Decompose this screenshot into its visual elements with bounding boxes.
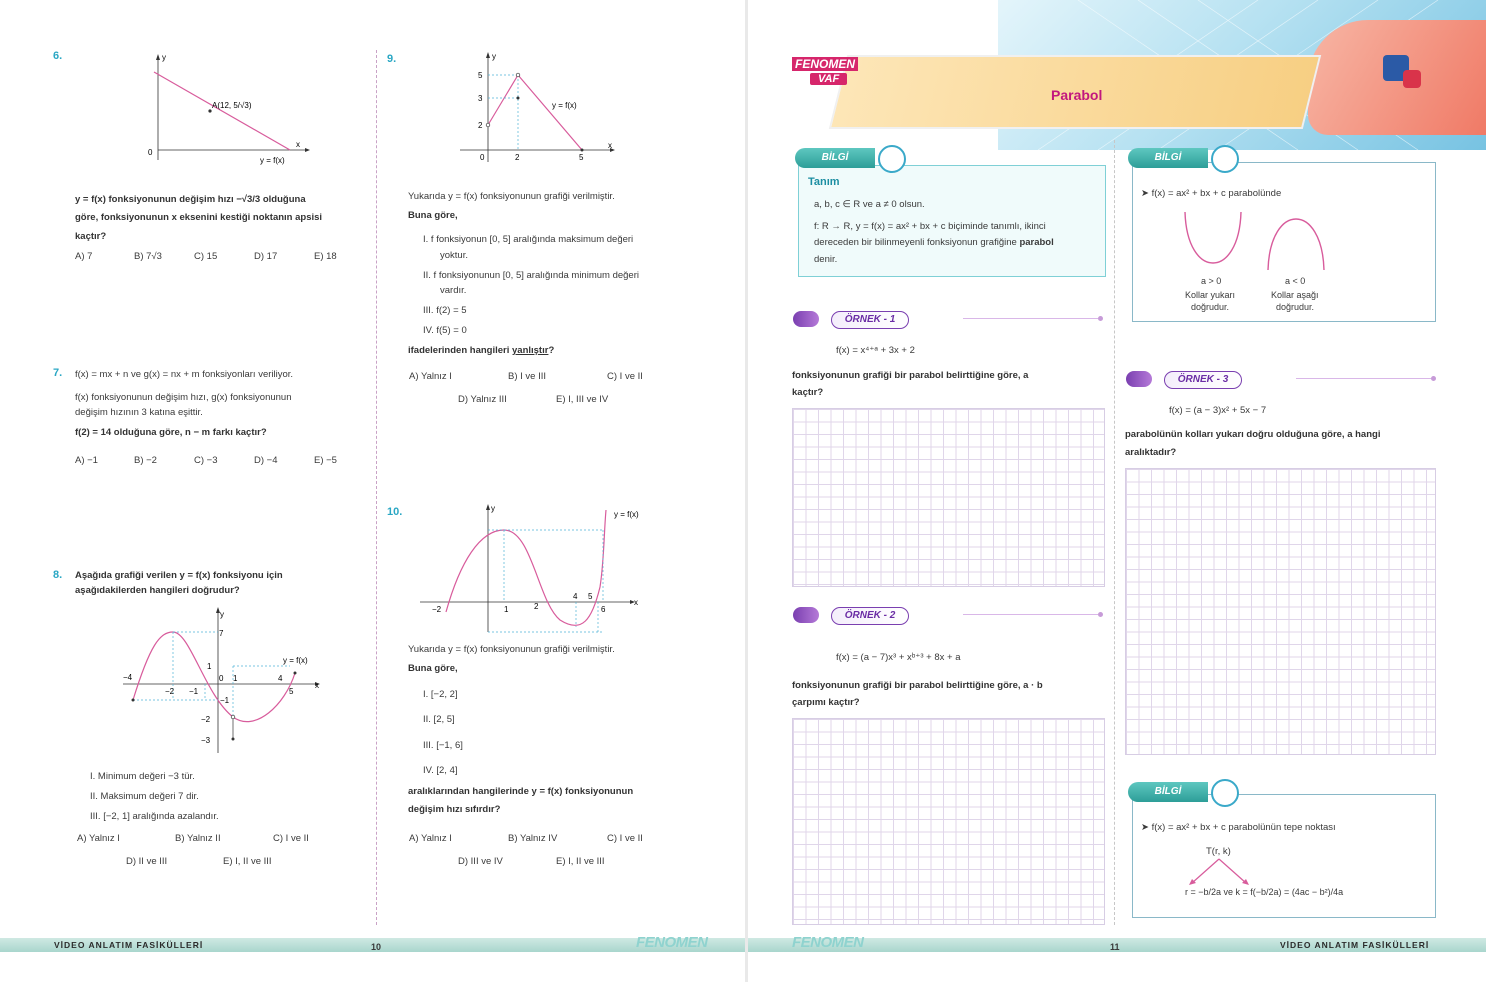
svg-text:5: 5 (289, 687, 294, 696)
right-page-number: 11 (1110, 942, 1120, 952)
parabola-up-icon (1183, 210, 1243, 272)
ornek-3-line (1296, 378, 1431, 379)
left-page-number: 10 (371, 942, 382, 952)
q6-choice-b[interactable]: B) 7√3 (134, 251, 162, 262)
ornek-3-question-1: parabolünün kolları yukarı doğru olduğuna göre, a hangi (1125, 429, 1381, 440)
bilgi3-formula: r = −b/2a ve k = f(−b/2a) = (4ac − b²)/4a (1185, 887, 1344, 897)
parabola-up-text-2: doğrudur. (1191, 302, 1230, 312)
q6-axis-x: x (296, 140, 300, 149)
q8-choice-e[interactable]: E) I, II ve III (223, 856, 272, 867)
svg-text:−3: −3 (201, 736, 211, 745)
q9-curve-label: y = f(x) (552, 101, 577, 110)
svg-text:−2: −2 (432, 605, 442, 614)
parabola-up-condition: a > 0 (1201, 276, 1222, 286)
ornek-1-line (963, 318, 1098, 319)
q9-choice-e[interactable]: E) I, III ve IV (556, 394, 609, 405)
ornek-3-answer-grid[interactable] (1125, 468, 1436, 755)
tanim-line-2: f: R → R, y = f(x) = ax² + bx + c biçiminde tanımlı, ikinci (814, 221, 1046, 232)
tanim-line-3 (814, 235, 1054, 250)
ornek-2-label: ÖRNEK - 2 (831, 607, 909, 625)
svg-text:y: y (220, 610, 224, 619)
question-8-graph (115, 605, 325, 755)
q7-choice-d[interactable]: D) −4 (254, 455, 278, 466)
book-icon (878, 145, 906, 173)
ornek-3-header (1126, 371, 1438, 387)
svg-text:2: 2 (515, 153, 520, 162)
question-8-number: 8. (53, 569, 63, 581)
puzzle-piece-icon (1403, 70, 1421, 88)
q9-statement-2b: vardır. (440, 285, 467, 296)
ornek-1-answer-grid[interactable] (792, 408, 1105, 587)
ornek-1-dot (1098, 316, 1103, 321)
q10-choice-b[interactable]: B) Yalnız IV (508, 833, 558, 844)
parabola-up-text-1: Kollar yukarı (1185, 290, 1236, 300)
tanim-bold-term: parabol (1019, 237, 1054, 248)
ornek-1-header (793, 311, 1105, 327)
ornek-1-question-2: kaçtır? (792, 387, 824, 398)
q10-line-2: Buna göre, (408, 663, 458, 674)
ornek-2-formula: f(x) = (a − 7)x³ + xᵇ⁺³ + 8x + a (836, 652, 961, 663)
bilgi-tab-2: BİLGİ (1128, 148, 1208, 168)
question-10-graph (420, 502, 650, 637)
q8-choice-a[interactable]: A) Yalnız I (77, 833, 120, 844)
q7-line-3: değişim hızının 3 katına eşittir. (75, 407, 203, 418)
q10-question-1: aralıklarından hangilerinde y = f(x) fonksiyonunun (408, 786, 634, 797)
q9-statement-1b: yoktur. (440, 250, 468, 261)
q10-choice-a[interactable]: A) Yalnız I (409, 833, 452, 844)
ornek-2-question-1: fonksiyonunun grafiği bir parabol belirttiğine göre, a · b (792, 680, 1043, 691)
right-footer-label: VİDEO ANLATIM FASİKÜLLERİ (1280, 940, 1430, 950)
ornek-3-formula: f(x) = (a − 3)x² + 5x − 7 (1169, 405, 1267, 416)
svg-text:4: 4 (573, 592, 578, 601)
logo-top-text: FENOMEN (792, 57, 858, 71)
bilgi3-vertex: T(r, k) (1206, 846, 1231, 857)
tanim-heading: Tanım (808, 176, 840, 188)
q9-question (408, 343, 554, 358)
book-icon (1211, 779, 1239, 807)
q9-statement-2: II. f fonksiyonunun [0, 5] aralığında minimum değeri (423, 270, 639, 281)
q7-choice-a[interactable]: A) −1 (75, 455, 98, 466)
q8-choice-d[interactable]: D) II ve III (126, 856, 168, 867)
q9-statement-4: IV. f(5) = 0 (423, 325, 467, 336)
q7-line-4: f(2) = 14 olduğuna göre, n − m farkı kaçtır? (75, 427, 267, 438)
question-10-number: 10. (387, 506, 403, 518)
svg-text:−1: −1 (220, 696, 230, 705)
tanim-line-3-start: dereceden bir bilinmeyenli fonksiyonun grafiğine (814, 237, 1020, 248)
q9-choice-b[interactable]: B) I ve III (508, 371, 547, 382)
q8-statement-3: III. [−2, 1] aralığında azalandır. (90, 811, 219, 822)
svg-text:2: 2 (478, 121, 483, 130)
ornek-3-dot (1431, 376, 1436, 381)
ornek-2-header (793, 607, 1105, 623)
ornek-1-question-1: fonksiyonunun grafiği bir parabol belirttiğine göre, a (792, 370, 1029, 381)
q10-line-1: Yukarıda y = f(x) fonksiyonunun grafiği verilmiştir. (408, 644, 615, 655)
left-brand: FENOMEN (636, 934, 708, 951)
q10-question-2: değişim hızı sıfırdır? (408, 804, 501, 815)
right-page (748, 0, 1486, 982)
q6-text-2: göre, fonksiyonunun x eksenini kestiği noktanın apsisi (75, 212, 323, 223)
tanim-line-4: denir. (814, 254, 838, 265)
q9-question-end: ? (548, 345, 555, 356)
ornek-2-dot (1098, 612, 1103, 617)
q8-line-2: aşağıdakilerden hangileri doğrudur? (75, 585, 240, 596)
svg-text:1: 1 (504, 605, 509, 614)
q8-choice-b[interactable]: B) Yalnız II (175, 833, 221, 844)
column-divider (1114, 140, 1115, 925)
q6-origin: 0 (148, 148, 153, 157)
q10-choice-d[interactable]: D) III ve IV (458, 856, 503, 867)
svg-text:y: y (492, 52, 496, 61)
parabola-down-condition: a < 0 (1285, 276, 1306, 286)
q7-line-1: f(x) = mx + n ve g(x) = nx + m fonksiyonları veriliyor. (75, 369, 294, 380)
svg-text:y: y (491, 504, 495, 513)
bilgi2-line-1: ➤ f(x) = ax² + bx + c parabolünde (1141, 188, 1282, 199)
bilgi3-line-1: ➤ f(x) = ax² + bx + c parabolünün tepe noktası (1141, 822, 1336, 833)
ornek-2-line (963, 614, 1098, 615)
left-footer-label: VİDEO ANLATIM FASİKÜLLERİ (54, 940, 204, 950)
parabola-down-icon (1266, 210, 1326, 272)
q6-axis-y: y (162, 53, 166, 62)
column-divider (376, 50, 377, 925)
q10-statement-1: I. [−2, 2] (423, 689, 458, 700)
question-6-number: 6. (53, 50, 63, 62)
q7-choice-e[interactable]: E) −5 (314, 455, 337, 466)
svg-text:1: 1 (233, 674, 238, 683)
bilgi-tab-3: BİLGİ (1128, 782, 1208, 802)
q9-choice-a[interactable]: A) Yalnız I (409, 371, 452, 382)
svg-text:3: 3 (478, 94, 483, 103)
parabola-down-text-2: doğrudur. (1276, 302, 1315, 312)
vertex-arrows-icon (1184, 857, 1254, 887)
q8-statement-2: II. Maksimum değeri 7 dir. (90, 791, 199, 802)
magnifier-icon (793, 607, 819, 623)
q6-choice-d[interactable]: D) 17 (254, 251, 278, 262)
q6-text-3: kaçtır? (75, 231, 107, 242)
book-icon (1211, 145, 1239, 173)
q9-question-start: ifadelerinden hangileri (408, 345, 512, 356)
ornek-1-formula: f(x) = x⁴⁺ᵃ + 3x + 2 (836, 345, 915, 356)
tanim-line-1: a, b, c ∈ R ve a ≠ 0 olsun. (814, 199, 925, 210)
parabola-down-text-1: Kollar aşağı (1271, 290, 1319, 300)
q10-curve-label: y = f(x) (614, 510, 639, 519)
svg-text:x: x (315, 681, 319, 690)
q6-choice-c[interactable]: C) 15 (194, 251, 218, 262)
question-9-graph (460, 50, 630, 165)
q8-curve-label: y = f(x) (283, 656, 308, 665)
q7-line-2: f(x) fonksiyonunun değişim hızı, g(x) fonksiyonunun (75, 392, 292, 403)
q6-curve-label: y = f(x) (260, 156, 285, 165)
svg-text:0: 0 (219, 674, 224, 683)
magnifier-icon (1126, 371, 1152, 387)
bilgi-tab-1: BİLGİ (795, 148, 875, 168)
page-title: Parabol (1051, 87, 1103, 103)
svg-text:6: 6 (601, 605, 606, 614)
right-brand: FENOMEN (792, 934, 864, 951)
svg-text:−2: −2 (201, 715, 211, 724)
q10-choice-c[interactable]: C) I ve II (607, 833, 643, 844)
q9-line-1: Yukarıda y = f(x) fonksiyonunun grafiği verilmiştir. (408, 191, 615, 202)
svg-text:−4: −4 (123, 673, 133, 682)
q9-choice-d[interactable]: D) Yalnız III (458, 394, 507, 405)
svg-text:x: x (608, 141, 612, 150)
svg-text:0: 0 (480, 153, 485, 162)
q9-choice-c[interactable]: C) I ve II (607, 371, 643, 382)
ornek-2-question-2: çarpımı kaçtır? (792, 697, 860, 708)
q9-line-2: Buna göre, (408, 210, 458, 221)
vaf-logo (788, 55, 868, 95)
q6-choice-e[interactable]: E) 18 (314, 251, 337, 262)
q10-statement-3: III. [−1, 6] (423, 740, 463, 751)
q9-statement-3: III. f(2) = 5 (423, 305, 467, 316)
svg-text:5: 5 (478, 71, 483, 80)
ornek-1-label: ÖRNEK - 1 (831, 311, 909, 329)
question-6-graph (130, 50, 330, 170)
svg-text:x: x (634, 598, 638, 607)
q8-line-1: Aşağıda grafiği verilen y = f(x) fonksiyonu için (75, 570, 283, 581)
ornek-2-answer-grid[interactable] (792, 718, 1105, 925)
q7-choice-b[interactable]: B) −2 (134, 455, 157, 466)
q9-statement-1: I. f fonksiyonun [0, 5] aralığında maksimum değeri (423, 234, 634, 245)
question-9-number: 9. (387, 53, 397, 65)
q10-statement-4: IV. [2, 4] (423, 765, 458, 776)
magnifier-icon (793, 311, 819, 327)
svg-text:5: 5 (579, 153, 584, 162)
svg-text:2: 2 (534, 602, 539, 611)
q10-choice-e[interactable]: E) I, II ve III (556, 856, 605, 867)
svg-text:5: 5 (588, 592, 593, 601)
svg-text:4: 4 (278, 674, 283, 683)
q9-question-underlined: yanlıştır (512, 345, 549, 356)
q10-statement-2: II. [2, 5] (423, 714, 455, 725)
q6-text-1: y = f(x) fonksiyonunun değişim hızı −√3/3 olduğuna (75, 194, 306, 205)
svg-text:−2: −2 (165, 687, 175, 696)
q6-point-label: A(12, 5/√3) (212, 101, 252, 110)
q8-choice-c[interactable]: C) I ve II (273, 833, 309, 844)
logo-bottom-text: VAF (810, 73, 847, 85)
svg-text:−1: −1 (189, 687, 199, 696)
ornek-3-label: ÖRNEK - 3 (1164, 371, 1242, 389)
svg-text:7: 7 (219, 629, 224, 638)
question-7-number: 7. (53, 367, 63, 379)
q6-choice-a[interactable]: A) 7 (75, 251, 93, 262)
ornek-3-question-2: aralıktadır? (1125, 447, 1177, 458)
q7-choice-c[interactable]: C) −3 (194, 455, 218, 466)
q8-statement-1: I. Minimum değeri −3 tür. (90, 771, 195, 782)
svg-text:1: 1 (207, 662, 212, 671)
